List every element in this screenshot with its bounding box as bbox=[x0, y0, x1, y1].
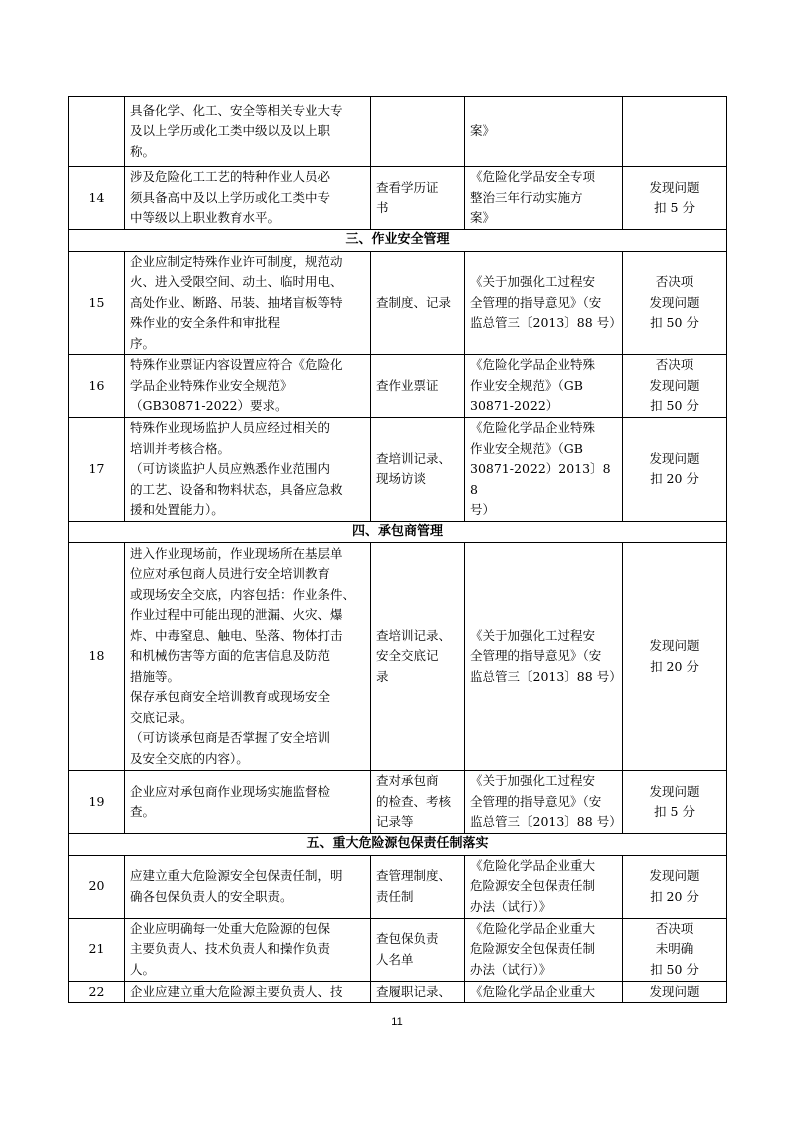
section-header-row bbox=[69, 230, 727, 252]
check-method-line: 查作业票证 bbox=[376, 377, 439, 393]
legal-basis bbox=[465, 355, 623, 418]
item-content-line: 企业应建立重大危险源主要负责人、技 bbox=[130, 983, 343, 999]
scoring-result bbox=[623, 167, 727, 230]
check-method-line: 录 bbox=[376, 668, 389, 684]
legal-basis bbox=[465, 97, 623, 167]
scoring-result-line: 扣 5 分 bbox=[654, 804, 695, 819]
table-row bbox=[69, 771, 727, 834]
legal-basis bbox=[465, 981, 623, 1003]
legal-basis-line: 案》 bbox=[470, 123, 496, 139]
item-content-line: 具备化学、化工、安全等相关专业大专 bbox=[130, 102, 343, 118]
legal-basis-line: 办法（试行）》 bbox=[470, 961, 552, 977]
scoring-result bbox=[623, 918, 727, 981]
check-method-line: 查对承包商 bbox=[376, 773, 439, 789]
item-content-line: （可访谈承包商是否掌握了安全培训 bbox=[130, 730, 331, 746]
legal-basis-line: 危险源安全包保责任制 bbox=[470, 878, 596, 894]
item-content-line: 炸、中毒窒息、触电、坠落、物体打击 bbox=[130, 627, 343, 643]
item-content-line: 及以上学历或化工类中级以及以上职 bbox=[130, 123, 331, 139]
legal-basis bbox=[465, 855, 623, 918]
item-content-line: 殊作业的安全条件和审批程 bbox=[130, 315, 281, 330]
section-title: 三、作业安全管理 bbox=[69, 230, 727, 252]
check-method bbox=[371, 855, 465, 918]
table-row bbox=[69, 167, 727, 230]
item-content bbox=[125, 855, 371, 918]
item-number: 20 bbox=[69, 855, 125, 918]
legal-basis-line: 30871-2022）2013〕88 bbox=[470, 461, 611, 497]
item-content-line: 的工艺、设备和物料状态，具备应急救 bbox=[130, 481, 343, 497]
item-content-line: 进入作业现场前，作业现场所在基层单 bbox=[130, 545, 343, 561]
check-method bbox=[371, 543, 465, 771]
item-content-line: 火、进入受限空间、动土、临时用电、 bbox=[130, 274, 343, 289]
item-number: 21 bbox=[69, 918, 125, 981]
scoring-result-line: 发现问题 bbox=[649, 983, 700, 999]
table-row bbox=[69, 855, 727, 918]
check-method-line: 查培训记录、 bbox=[376, 450, 452, 466]
check-method-line: 查管理制度、 bbox=[376, 868, 452, 883]
item-content-line: （可访谈监护人员应熟悉作业范围内 bbox=[130, 461, 331, 476]
legal-basis-line: 《关于加强化工过程安 bbox=[470, 274, 596, 289]
check-method bbox=[371, 771, 465, 834]
legal-basis bbox=[465, 251, 623, 355]
check-method-line: 查看学历证 bbox=[376, 179, 439, 195]
item-content-line: 特殊作业票证内容设置应符合《危险化 bbox=[130, 357, 343, 373]
scoring-result-line: 扣 50 分 bbox=[650, 961, 699, 977]
scoring-result-line: 发现问题 bbox=[649, 179, 700, 195]
inspection-table bbox=[68, 96, 727, 1003]
check-method bbox=[371, 167, 465, 230]
legal-basis-line: 作业安全规范》（GB bbox=[470, 377, 583, 393]
item-number: 19 bbox=[69, 771, 125, 834]
item-content-line: 涉及危险化工工艺的特种作业人员必 bbox=[130, 169, 331, 185]
scoring-result bbox=[623, 543, 727, 771]
legal-basis-line: 全管理的指导意见》（安 bbox=[470, 294, 602, 310]
item-content-line: 作业过程中可能出现的泄漏、火灾、爆 bbox=[130, 607, 343, 623]
scoring-result bbox=[623, 418, 727, 522]
scoring-result-line: 发现问题 bbox=[649, 377, 700, 393]
table-row bbox=[69, 418, 727, 522]
legal-basis bbox=[465, 918, 623, 981]
section-title: 五、重大危险源包保责任制落实 bbox=[69, 834, 727, 856]
legal-basis bbox=[465, 771, 623, 834]
item-content bbox=[125, 981, 371, 1003]
legal-basis bbox=[465, 167, 623, 230]
table-row bbox=[69, 251, 727, 355]
check-method bbox=[371, 918, 465, 981]
legal-basis-line: 《危险化学品企业重大 bbox=[470, 857, 596, 873]
item-content-line: 措施等。 bbox=[130, 668, 181, 684]
item-content-line: 和机械伤害等方面的危害信息及防范 bbox=[130, 648, 331, 664]
scoring-result-line: 扣 50 分 bbox=[650, 315, 699, 330]
item-content bbox=[125, 543, 371, 771]
scoring-result-line: 发现问题 bbox=[649, 450, 700, 466]
scoring-result bbox=[623, 355, 727, 418]
legal-basis bbox=[465, 543, 623, 771]
check-method-line: 责任制 bbox=[376, 888, 414, 904]
legal-basis-line: 《危险化学品企业重大 bbox=[470, 920, 596, 936]
scoring-result-line: 否决项 bbox=[655, 920, 694, 936]
item-content-line: （GB30871-2022）要求。 bbox=[130, 398, 288, 414]
item-content-line: 查。 bbox=[130, 804, 156, 819]
legal-basis-line: 全管理的指导意见》（安 bbox=[470, 648, 602, 664]
scoring-result bbox=[623, 97, 727, 167]
table-row bbox=[69, 543, 727, 771]
item-content-line: 援和处置能力）。 bbox=[130, 502, 224, 517]
item-content-line: 称。 bbox=[130, 143, 156, 159]
legal-basis bbox=[465, 418, 623, 522]
item-content-line: 位应对承包商人员进行安全培训教育 bbox=[130, 566, 331, 582]
scoring-result-line: 发现问题 bbox=[649, 783, 700, 799]
scoring-result-line: 发现问题 bbox=[649, 638, 700, 653]
scoring-result bbox=[623, 771, 727, 834]
inspection-table-body bbox=[69, 97, 727, 1003]
item-content bbox=[125, 251, 371, 355]
legal-basis-line: 《危险化学品安全专项 bbox=[470, 169, 596, 185]
item-number: 16 bbox=[69, 355, 125, 418]
check-method-line: 人名单 bbox=[376, 951, 414, 967]
legal-basis-line: 办法（试行）》 bbox=[470, 898, 552, 914]
legal-basis-line: 危险源安全包保责任制 bbox=[470, 941, 596, 957]
check-method-line: 查培训记录、 bbox=[376, 627, 452, 643]
item-content-line: 须具备高中及以上学历或化工类中专 bbox=[130, 189, 331, 205]
item-content bbox=[125, 418, 371, 522]
legal-basis-line: 整治三年行动实施方 bbox=[470, 189, 583, 205]
item-number: 18 bbox=[69, 543, 125, 771]
section-header-row bbox=[69, 521, 727, 543]
table-row bbox=[69, 918, 727, 981]
scoring-result-line: 扣 20 分 bbox=[650, 471, 699, 487]
check-method bbox=[371, 418, 465, 522]
legal-basis-line: 作业安全规范》（GB bbox=[470, 440, 583, 456]
legal-basis-line: 监总管三〔2013〕88 号） bbox=[470, 668, 622, 684]
scoring-result-line: 否决项 bbox=[655, 357, 694, 373]
item-content-line: 高处作业、断路、吊装、抽堵盲板等特 bbox=[130, 294, 343, 310]
scoring-result-line: 扣 20 分 bbox=[650, 888, 699, 904]
scoring-result bbox=[623, 251, 727, 355]
item-content-line: 培训并考核合格。 bbox=[130, 440, 231, 456]
check-method-line: 的检查、考核 bbox=[376, 793, 452, 809]
scoring-result-line: 未明确 bbox=[655, 941, 694, 957]
legal-basis-line: 《关于加强化工过程安 bbox=[470, 627, 596, 643]
scoring-result-line: 发现问题 bbox=[649, 294, 700, 310]
legal-basis-line: 监总管三〔2013〕88 号） bbox=[470, 814, 622, 830]
item-number: 15 bbox=[69, 251, 125, 355]
item-content-line: 学品企业特殊作业安全规范》 bbox=[130, 377, 293, 393]
section-header-row bbox=[69, 834, 727, 856]
item-content bbox=[125, 97, 371, 167]
legal-basis-line: 《关于加强化工过程安 bbox=[470, 773, 596, 789]
table-row bbox=[69, 355, 727, 418]
item-number: 17 bbox=[69, 418, 125, 522]
check-method-line: 记录等 bbox=[376, 814, 414, 830]
item-content bbox=[125, 167, 371, 230]
item-content-line: 特殊作业现场监护人员应经过相关的 bbox=[130, 420, 331, 435]
section-title: 四、承包商管理 bbox=[69, 521, 727, 543]
legal-basis-line: 30871-2022） bbox=[470, 398, 559, 414]
item-content bbox=[125, 771, 371, 834]
item-content bbox=[125, 355, 371, 418]
check-method-line: 书 bbox=[376, 200, 389, 215]
scoring-result bbox=[623, 855, 727, 918]
check-method-line: 安全交底记 bbox=[376, 648, 439, 664]
item-content-line: 应建立重大危险源安全包保责任制，明 bbox=[130, 868, 343, 883]
item-content-line: 企业应明确每一处重大危险源的包保 bbox=[130, 920, 331, 936]
scoring-result-line: 扣 50 分 bbox=[650, 398, 699, 414]
item-content-line: 企业应对承包商作业现场实施监督检 bbox=[130, 783, 331, 799]
check-method bbox=[371, 251, 465, 355]
page-number: 11 bbox=[391, 1016, 403, 1028]
scoring-result-line: 发现问题 bbox=[649, 868, 700, 883]
item-content bbox=[125, 918, 371, 981]
legal-basis-line: 《危险化学品企业重大 bbox=[470, 983, 596, 999]
item-number: 14 bbox=[69, 167, 125, 230]
item-number: 22 bbox=[69, 981, 125, 1003]
legal-basis-line: 《危险化学品企业特殊 bbox=[470, 420, 596, 435]
legal-basis-line: 案》 bbox=[470, 210, 496, 226]
item-content-line: 及安全交底的内容）。 bbox=[130, 750, 249, 766]
item-content-line: 中等级以上职业教育水平。 bbox=[130, 210, 281, 226]
scoring-result-line: 扣 5 分 bbox=[654, 200, 695, 215]
item-number bbox=[69, 97, 125, 167]
scoring-result-line: 扣 20 分 bbox=[650, 658, 699, 674]
item-content-line: 确各包保负责人的安全职责。 bbox=[130, 888, 293, 904]
item-content-line: 保存承包商安全培训教育或现场安全 bbox=[130, 689, 331, 705]
legal-basis-line: 全管理的指导意见》（安 bbox=[470, 793, 602, 809]
check-method bbox=[371, 97, 465, 167]
item-content-line: 序。 bbox=[130, 335, 156, 351]
table-row bbox=[69, 97, 727, 167]
check-method-line: 查履职记录、 bbox=[376, 983, 452, 999]
item-content-line: 交底记录。 bbox=[130, 709, 193, 725]
table-row bbox=[69, 981, 727, 1003]
item-content-line: 或现场安全交底，内容包括：作业条件、 bbox=[130, 586, 356, 602]
item-content-line: 企业应制定特殊作业许可制度，规范动 bbox=[130, 253, 343, 269]
check-method bbox=[371, 355, 465, 418]
check-method-line: 查包保负责 bbox=[376, 931, 439, 946]
legal-basis-line: 《危险化学品企业特殊 bbox=[470, 357, 596, 373]
legal-basis-line: 号） bbox=[470, 502, 496, 517]
scoring-result-line: 否决项 bbox=[655, 274, 694, 289]
item-content-line: 人。 bbox=[130, 961, 156, 977]
legal-basis-line: 监总管三〔2013〕88 号） bbox=[470, 315, 622, 330]
check-method-line: 查制度、记录 bbox=[376, 294, 452, 310]
scoring-result bbox=[623, 981, 727, 1003]
check-method-line: 现场访谈 bbox=[376, 471, 427, 487]
item-content-line: 主要负责人、技术负责人和操作负责 bbox=[130, 941, 331, 957]
check-method bbox=[371, 981, 465, 1003]
